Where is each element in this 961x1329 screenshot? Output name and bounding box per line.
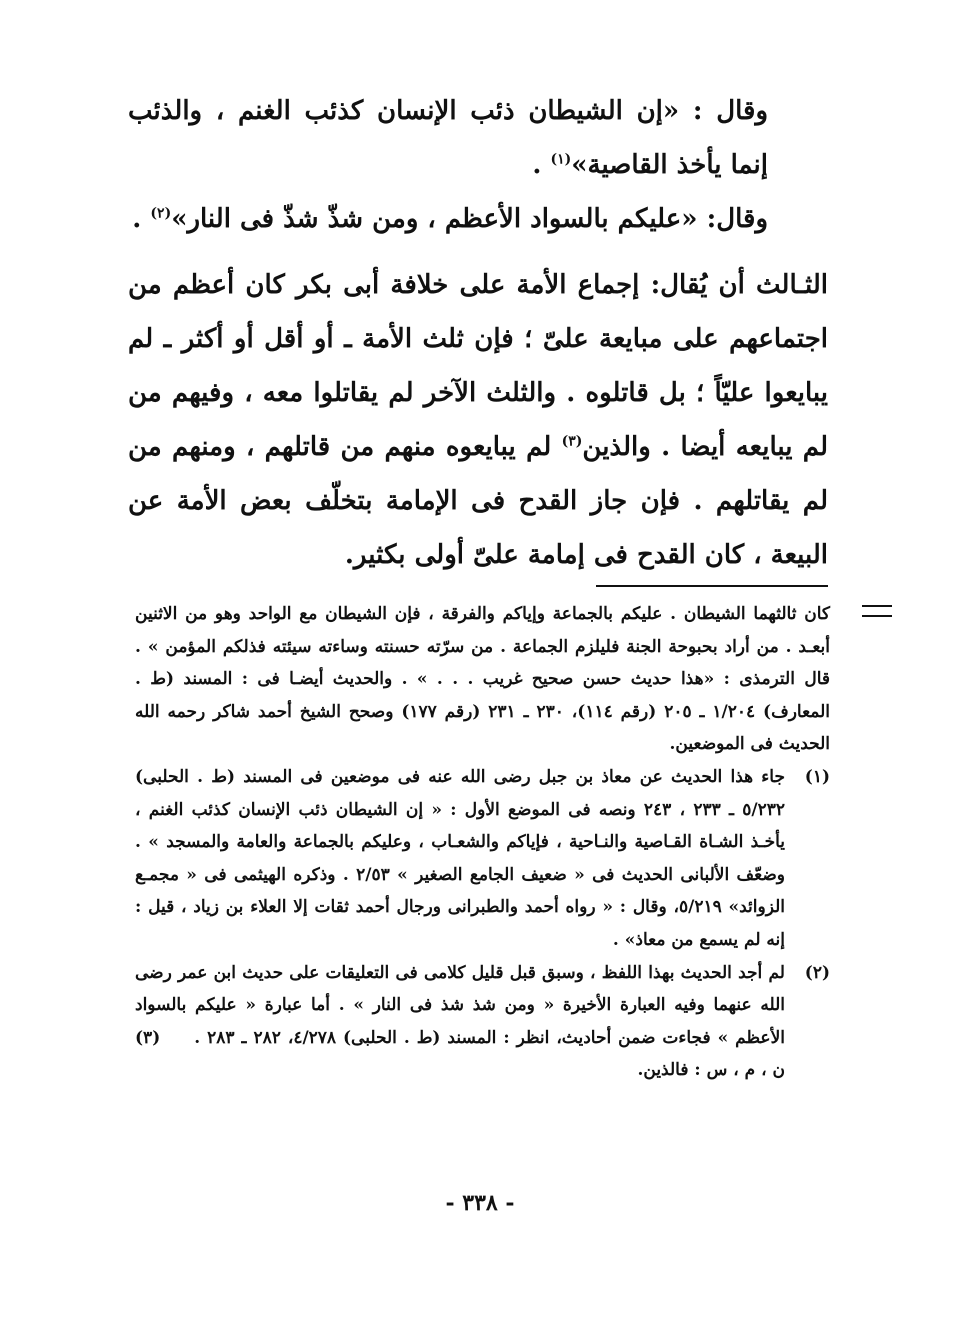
footnote-3-number: (٣)	[135, 1027, 161, 1048]
paragraph-3	[128, 258, 828, 582]
paragraph-3-text-a: إجماع الأمة على خلافة أبى بكر كان أعظم من اجتماعهم على مبايعة علىّ ؛ فإن ثلث الأمة ـ أو أقل أو أكثر ـ لم يبايعوا عليّاً ؛ بل قاتلوه . والثلث الآخر لم يقاتلوا معه ، وفيهم من لم يبايعه أيضا . والذين	[128, 270, 828, 462]
footnote-1	[135, 761, 830, 957]
paragraph-3-text-b: لم يبايعوه منهم من قاتلهم ، ومنهم من لم يقاتلهم . فإن جاز القدح فى الإمامة بتخلّف بعض الأمة عن البيعة ، كان القدح فى إمامة علىّ أولى بكثير.	[128, 432, 828, 570]
footnote-separator	[596, 585, 828, 587]
paragraph-2-end: .	[132, 204, 142, 234]
main-text	[128, 84, 828, 582]
paragraph-1	[128, 84, 828, 192]
footnote-3-text: ن ، م ، س : فالذين.	[637, 1060, 785, 1081]
footnote-ref-3: (٣)	[561, 433, 583, 450]
paragraph-1-text: وقال : «إن الشيطان ذئب الإنسان كذئب الغنم ، والذئب إنما يأخذ القاصية»	[128, 96, 768, 180]
footnote-ref-2: (٢)	[150, 205, 172, 222]
paragraph-2-text: وقال: «عليكم بالسواد الأعظم ، ومن شذّ شذّ فى النار»	[171, 204, 768, 234]
footnote-1-text: جاء هذا الحديث عن معاذ بن جبل رضى الله عنه فى موضعين فى المسند (ط . الحلبى) ٥/٢٣٢ ـ ٢٣٣ ، ٢٤٣ ونصه فى الموضع الأول : « إن الشيطان ذئب الإنسان كذئب الغنم ، يأخـذ الشـاة القـاصية والنـاحية ، فإياكم والشعـاب ، وعليكم بالجماعة والعامة والمسجد » . وضعّف الألبانى الحديث فى « ضعيف الجامع الصغير » ٢/٥٣ . وذكره الهيثمى فى « مجمـع الزوائد» ٥/٢١٩، وقال : « رواه أحمد والطبرانى ورجال أحمد ثقات إلا العلاء بن زياد ، قيل : إنه لم يسمع من معاذ» .	[135, 766, 786, 950]
footnote-2-text: لم أجد الحديث بهذا اللفظ ، وسبق قبل قليل كلامى فى التعليقات على حديث ابن عمر رضى الله عنهما وفيه العبارة الأخيرة « ومن شذ شذ فى النار » . أما عبارة « عليكم بالسواد الأعظم » فجاءت ضمن أحاديث، انظر : المسند (ط . الحلبى) ٤/٢٧٨، ٢٨٢ ـ ٢٨٣ .	[135, 962, 785, 1048]
footnote-ref-1: (١)	[550, 151, 572, 168]
paragraph-1-end: .	[532, 150, 542, 180]
footnote-2-number: (٢)	[804, 962, 830, 983]
footnote-1-number: (١)	[804, 766, 830, 787]
margin-mark	[862, 605, 892, 617]
page-number: - ٣٣٨ -	[445, 1190, 515, 1216]
paragraph-2	[128, 192, 828, 246]
section-lead: الثـالث أن يُقال:	[650, 270, 829, 300]
footnotes	[135, 598, 830, 1087]
footnote-2	[135, 957, 830, 1087]
footnote-continuation: كان ثالثهما الشيطان . عليكم بالجماعة وإياكم والفرقة ، فإن الشيطان مع الواحد وهو من الاثنين أبعـد . من أراد بحبوحة الجنة فليلزم الجماعة . من سرّته حسنته وساءته سيئته فذلكم المؤمن » . قال الترمذى : «هذا حديث حسن صحيح غريب . . . » . والحديث أيضـا فى : المسند (ط . المعارف) ١/٢٠٤ ـ ٢٠٥ (رقم ١١٤)، ٢٣٠ ـ ٢٣١ (رقم ١٧٧) وصحح الشيخ أحمد شاكر رحمه الله الحديث فى الموضعين.	[135, 604, 831, 755]
